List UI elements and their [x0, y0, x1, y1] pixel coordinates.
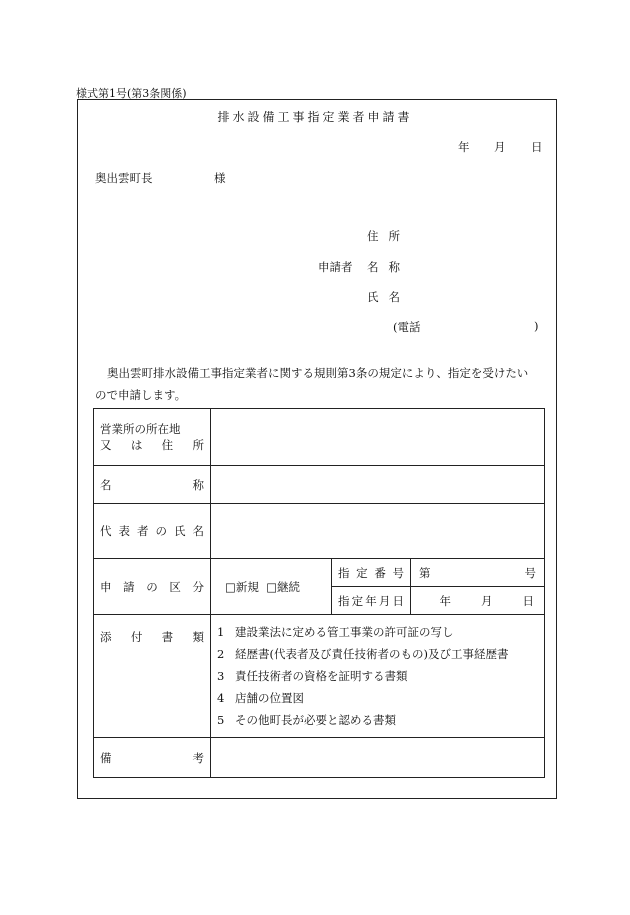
attachment-item: 3 責任技術者の資格を証明する書類	[217, 669, 408, 683]
phone-label: (電話	[393, 320, 421, 334]
attachments-label-cell: 添 付 書 類	[94, 615, 211, 738]
statement-line-1: 奥出雲町排水設備工事指定業者に関する規則第3条の規定により、指定を受けたい	[107, 366, 529, 380]
designation-number-label: 指 定 番 号	[338, 565, 404, 580]
date-month-label: 月	[494, 140, 506, 154]
designation-date-month: 月	[481, 593, 493, 608]
application-table	[93, 408, 545, 778]
office-input[interactable]	[211, 409, 545, 466]
date-year-label: 年	[458, 140, 470, 154]
designation-date-year: 年	[439, 593, 451, 608]
form-number: 様式第1号(第3条関係)	[76, 87, 187, 100]
designation-number-prefix: 第	[419, 565, 431, 580]
designation-date-label: 指 定 年 月 日	[338, 593, 404, 608]
office-label-line-2: 又 は 住 所	[100, 438, 204, 452]
representative-row	[94, 504, 545, 559]
statement-line-2: ので申請します。	[95, 388, 187, 402]
attachment-item: 4 店舗の位置図	[217, 691, 304, 705]
designation-date-label-cell	[332, 587, 411, 615]
attachments-row	[94, 615, 545, 738]
addressee-name: 奥出雲町長	[95, 171, 153, 185]
office-label-line-1: 営業所の所在地	[100, 422, 181, 436]
applicant-person-label: 氏名	[367, 290, 410, 304]
kind-new-checkbox[interactable]: □新規	[225, 579, 259, 594]
attachment-item: 1 建設業法に定める管工事業の許可証の写し	[217, 625, 454, 639]
designation-number-label-cell	[332, 559, 411, 587]
kind-options-cell	[211, 559, 332, 615]
name-row	[94, 466, 545, 504]
attachment-item: 2 経歴書(代表者及び責任技術者のもの)及び工事経歴書	[217, 647, 509, 661]
designation-date-field[interactable]	[411, 587, 545, 615]
designation-date-day: 日	[522, 593, 534, 608]
designation-number-suffix: 号	[524, 565, 536, 580]
remarks-input[interactable]	[211, 738, 545, 778]
kind-continue-checkbox[interactable]: □継続	[266, 579, 301, 594]
applicant-address-label: 住所	[367, 229, 410, 243]
attachment-item: 5 その他町長が必要と認める書類	[217, 713, 396, 727]
name-input[interactable]	[211, 466, 545, 504]
applicant-name-label: 名称	[367, 260, 410, 274]
date-day-label: 日	[531, 140, 543, 154]
remarks-row	[94, 738, 545, 778]
kind-label-cell: 申 請 の 区 分	[94, 559, 211, 615]
representative-label-cell	[94, 504, 211, 559]
remarks-label-cell: 備 考	[94, 738, 211, 778]
addressee-honorific: 様	[214, 171, 226, 185]
office-row	[94, 409, 545, 466]
office-label-cell	[94, 409, 211, 466]
attachments-list	[211, 615, 544, 737]
application-statement	[95, 362, 550, 406]
representative-input[interactable]	[211, 504, 545, 559]
applicant-group-label: 申請者	[318, 260, 353, 274]
kind-row	[94, 559, 545, 587]
document-title: 排水設備工事指定業者申請書	[217, 110, 413, 124]
attachments-list-cell	[211, 615, 545, 738]
phone-close-paren: )	[534, 319, 539, 333]
representative-label: 代 表 者 の 氏 名	[100, 524, 204, 538]
name-label-cell: 名 称	[94, 466, 211, 504]
designation-number-field[interactable]	[411, 559, 545, 587]
